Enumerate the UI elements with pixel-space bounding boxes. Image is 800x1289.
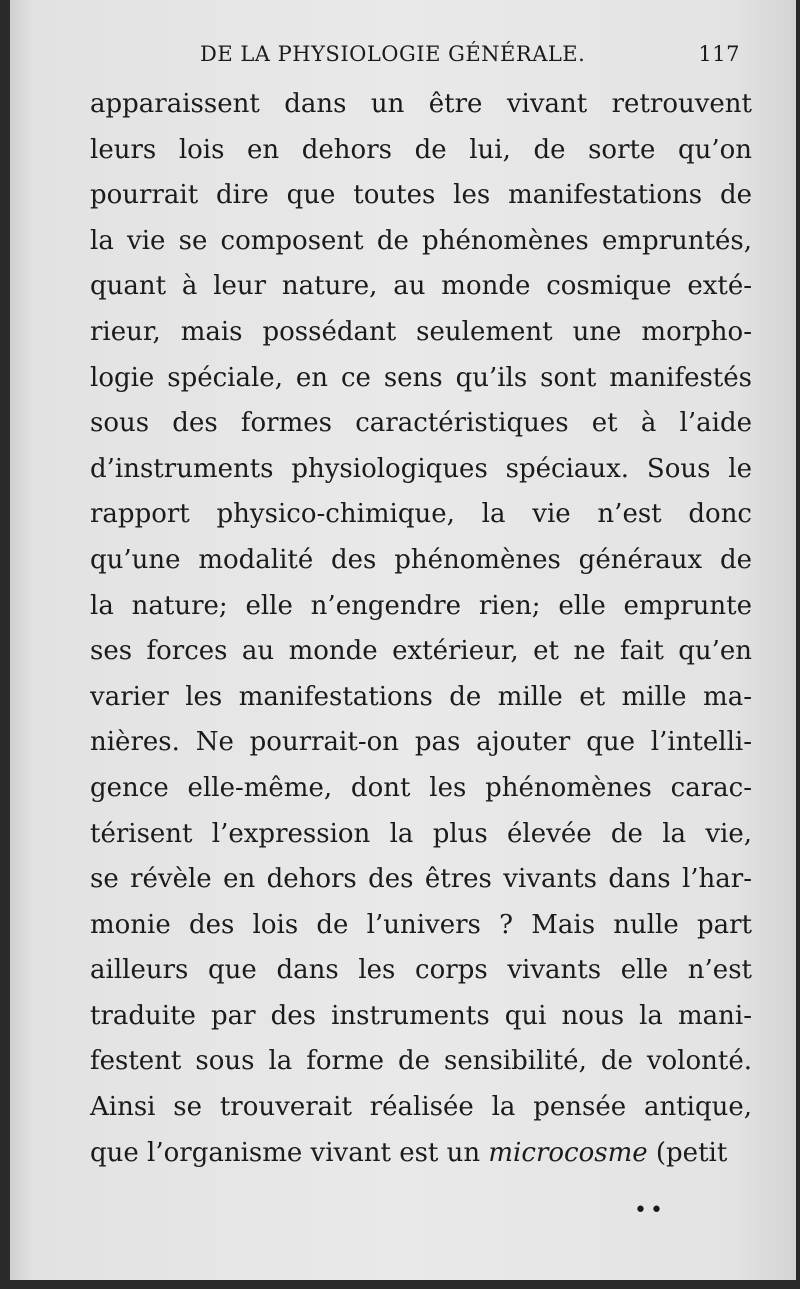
- text-line-24-before: que l’organisme vivant est un: [90, 1137, 489, 1168]
- text-line-5: quant à leur nature, au monde cosmique exté-: [90, 271, 752, 302]
- body-text: [90, 82, 752, 1176]
- text-line-2: leurs lois en dehors de lui, de sorte qu’on: [90, 134, 752, 165]
- italic-term: microcosme: [488, 1137, 648, 1168]
- text-line-21: traduite par des instruments qui nous la mani-: [90, 1000, 752, 1031]
- text-line-9: d’instruments physiologiques spéciaux. Sous le: [90, 453, 752, 484]
- signature-mark: ••: [634, 1198, 666, 1223]
- text-line-23: Ainsi se trouverait réalisée la pensée antique,: [90, 1092, 752, 1123]
- text-line-11: qu’une modalité des phénomènes généraux de: [90, 544, 752, 575]
- text-line-4: la vie se composent de phénomènes empruntés,: [90, 225, 752, 256]
- text-line-7: logie spéciale, en ce sens qu’ils sont manifestés: [90, 362, 752, 393]
- text-line-3: pourrait dire que toutes les manifestations de: [90, 180, 752, 211]
- text-line-16: gence elle-même, dont les phénomènes carac-: [90, 772, 752, 803]
- book-page: [10, 0, 796, 1280]
- text-line-6: rieur, mais possédant seulement une morpho-: [90, 316, 752, 347]
- text-line-14: varier les manifestations de mille et mille ma-: [90, 681, 752, 712]
- text-line-10: rapport physico-chimique, la vie n’est donc: [90, 499, 752, 530]
- page-number: 117: [698, 42, 740, 66]
- text-line-8: sous des formes caractéristiques et à l’aide: [90, 408, 752, 439]
- text-line-15: nières. Ne pourrait-on pas ajouter que l’intelli-: [90, 727, 752, 758]
- text-line-1: apparaissent dans un être vivant retrouvent: [90, 89, 752, 119]
- text-line-24: [90, 1131, 752, 1177]
- text-line-18: se révèle en dehors des êtres vivants dans l’har-: [90, 864, 752, 895]
- text-line-24-after: (petit: [647, 1137, 728, 1168]
- text-line-12: la nature; elle n’engendre rien; elle emprunte: [90, 590, 752, 621]
- text-line-19: monie des lois de l’univers ? Mais nulle part: [90, 909, 752, 940]
- text-line-20: ailleurs que dans les corps vivants elle n’est: [90, 955, 752, 986]
- text-line-13: ses forces au monde extérieur, et ne fait qu’en: [90, 636, 752, 667]
- running-head-title: DE LA PHYSIOLOGIE GÉNÉRALE.: [200, 42, 586, 66]
- text-line-17: térisent l’expression la plus élevée de la vie,: [90, 818, 752, 849]
- text-line-22: festent sous la forme de sensibilité, de volonté.: [90, 1046, 752, 1077]
